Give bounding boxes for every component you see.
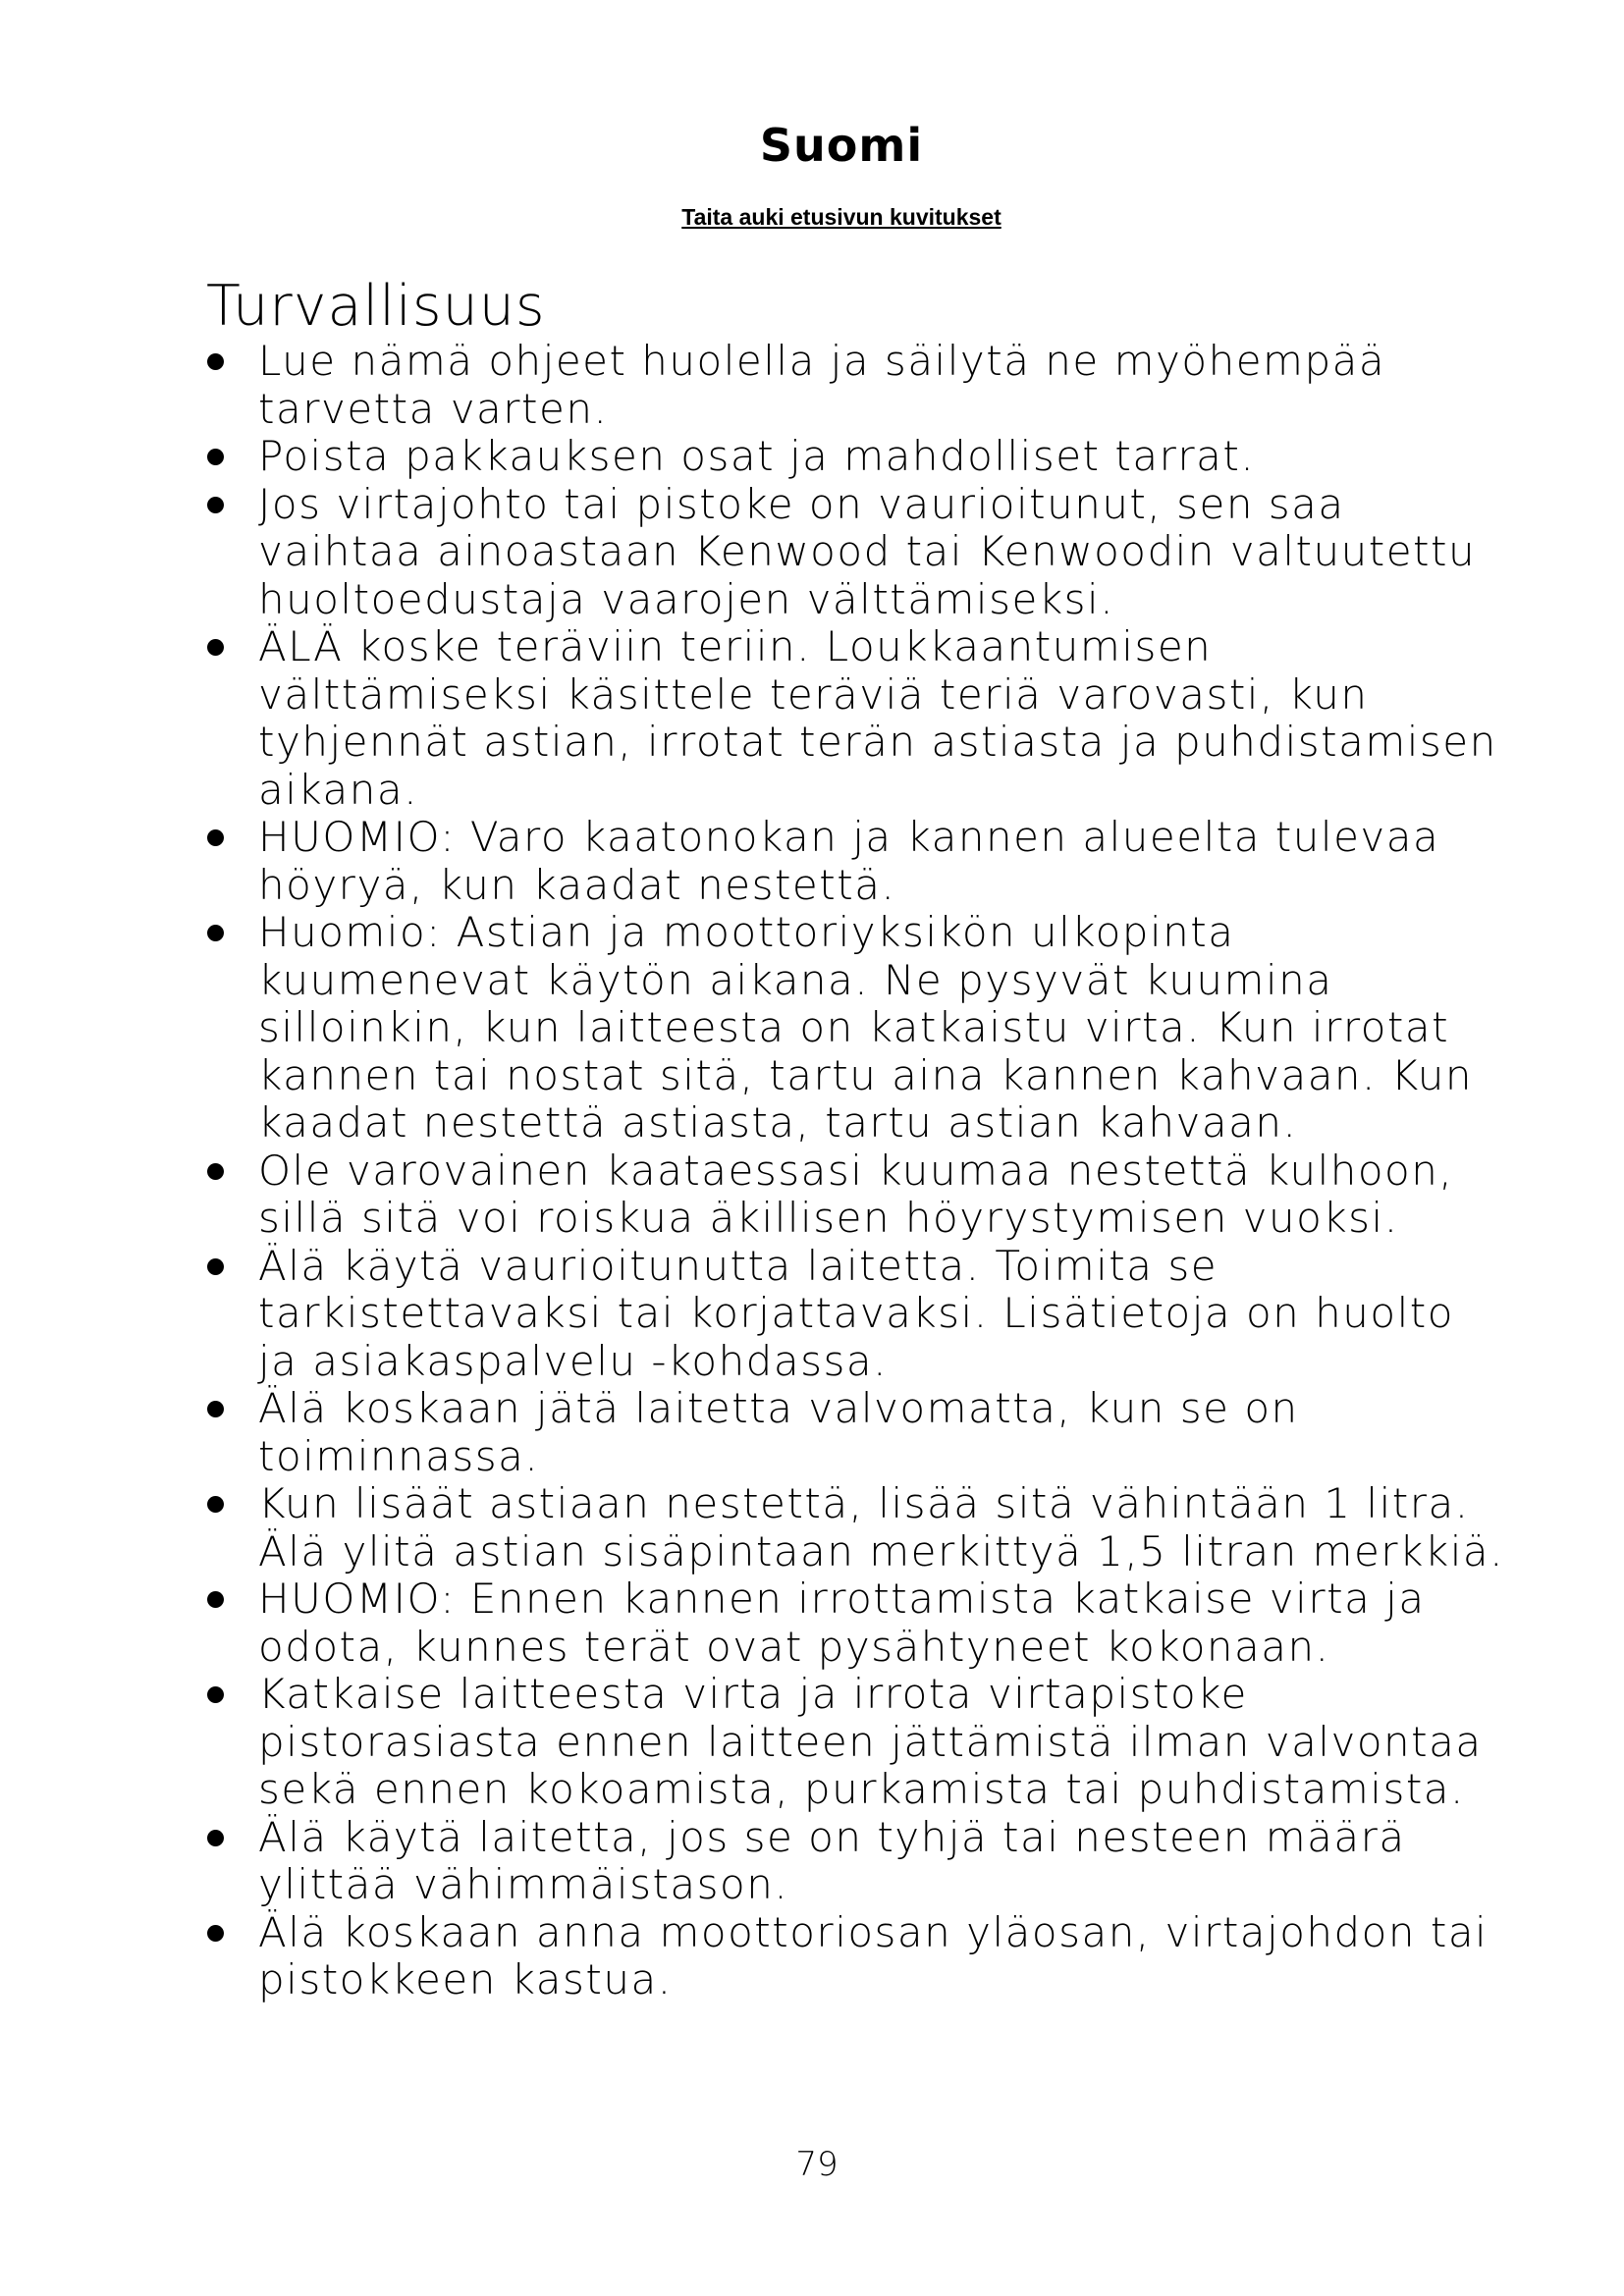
bullet-icon	[207, 353, 224, 370]
list-item	[201, 814, 1507, 909]
list-item	[201, 909, 1507, 1148]
list-item-text: Lue nämä ohjeet huolella ja säilytä ne myöhempää tarvetta varten.	[258, 337, 1386, 433]
list-item	[201, 1480, 1507, 1575]
list-item	[201, 481, 1507, 624]
page-number: 79	[795, 2145, 839, 2184]
list-item-text: Älä käytä laitetta, jos se on tyhjä tai nesteen määrä ylittää vähimmäistason.	[258, 1812, 1406, 1908]
safety-instructions-list	[201, 338, 1507, 2004]
bullet-icon	[207, 449, 224, 465]
list-item-text: Kun lisäät astiaan nestettä, lisää sitä vähintään 1 litra. Älä ylitä astian sisäpintaan merkittyä 1,5 litran merkkiä.	[258, 1479, 1504, 1575]
bullet-icon	[207, 1830, 224, 1846]
list-item-text: HUOMIO: Ennen kannen irrottamista katkaise virta ja odota, kunnes terät ovat pysähtyneet kokonaan.	[258, 1575, 1426, 1671]
list-item	[201, 1148, 1507, 1243]
list-item	[201, 1671, 1507, 1814]
list-item	[201, 1385, 1507, 1480]
list-item	[201, 433, 1507, 481]
bullet-icon	[207, 1686, 224, 1703]
list-item-text: Älä koskaan anna moottoriosan yläosan, virtajohdon tai pistokkeen kastua.	[258, 1907, 1489, 2003]
bullet-icon	[207, 1496, 224, 1513]
list-item-text: Jos virtajohto tai pistoke on vaurioitunut, sen saa vaihtaa ainoastaan Kenwood tai Kenwoodin valtuutettu huoltoedustaja vaarojen välttämiseksi.	[258, 479, 1477, 623]
list-item-text: Älä koskaan jätä laitetta valvomatta, kun se on toiminnassa.	[258, 1384, 1299, 1480]
bullet-icon	[207, 1925, 224, 1942]
bullet-icon	[207, 925, 224, 941]
bullet-icon	[207, 1163, 224, 1180]
list-item	[201, 1243, 1507, 1386]
bullet-icon	[207, 829, 224, 846]
page-title: Suomi	[759, 119, 924, 172]
section-heading-safety: Turvallisuus	[206, 274, 546, 339]
bullet-icon	[207, 639, 224, 656]
bullet-icon	[207, 1401, 224, 1417]
bullet-icon	[207, 1258, 224, 1275]
list-item-text: ÄLÄ koske teräviin teriin. Loukkaantumisen välttämiseksi käsittele teräviä teriä varovasti, kun tyhjennät astian, irrotat terän astiasta ja puhdistamisen aikana.	[258, 622, 1497, 814]
list-item-text: HUOMIO: Varo kaatonokan ja kannen alueelta tulevaa höyryä, kun kaadat nestettä.	[258, 813, 1440, 909]
list-item	[201, 623, 1507, 814]
list-item-text: Poista pakkauksen osat ja mahdolliset tarrat.	[258, 432, 1256, 480]
list-item	[201, 338, 1507, 433]
list-item-text: Huomio: Astian ja moottoriyksikön ulkopinta kuumenevat käytön aikana. Ne pysyvät kuumina silloinkin, kun laitteesta on katkaistu virta. Kun irrotat kannen tai nostat sitä, tartu aina kannen kahvaan. Kun kaadat nestettä astiasta, tartu astian kahvaan.	[258, 908, 1473, 1147]
bullet-icon	[207, 497, 224, 513]
list-item	[201, 1909, 1507, 2004]
list-item-text: Ole varovainen kaataessasi kuumaa nestettä kulhoon, sillä sitä voi roiskua äkillisen höyrystymisen vuoksi.	[258, 1146, 1454, 1242]
list-item-text: Katkaise laitteesta virta ja irrota virtapistoke pistorasiasta ennen laitteen jättämistä ilman valvontaa sekä ennen kokoamista, purkamista tai puhdistamista.	[258, 1670, 1483, 1813]
list-item-text: Älä käytä vaurioitunutta laitetta. Toimita se tarkistettavaksi tai korjattavaksi. Lisätietoja on huolto ja asiakaspalvelu -kohdassa.	[258, 1241, 1454, 1385]
list-item	[201, 1575, 1507, 1671]
list-item	[201, 1814, 1507, 1909]
bullet-icon	[207, 1591, 224, 1608]
fold-out-note: Taita auki etusivun kuvitukset	[681, 204, 1001, 230]
